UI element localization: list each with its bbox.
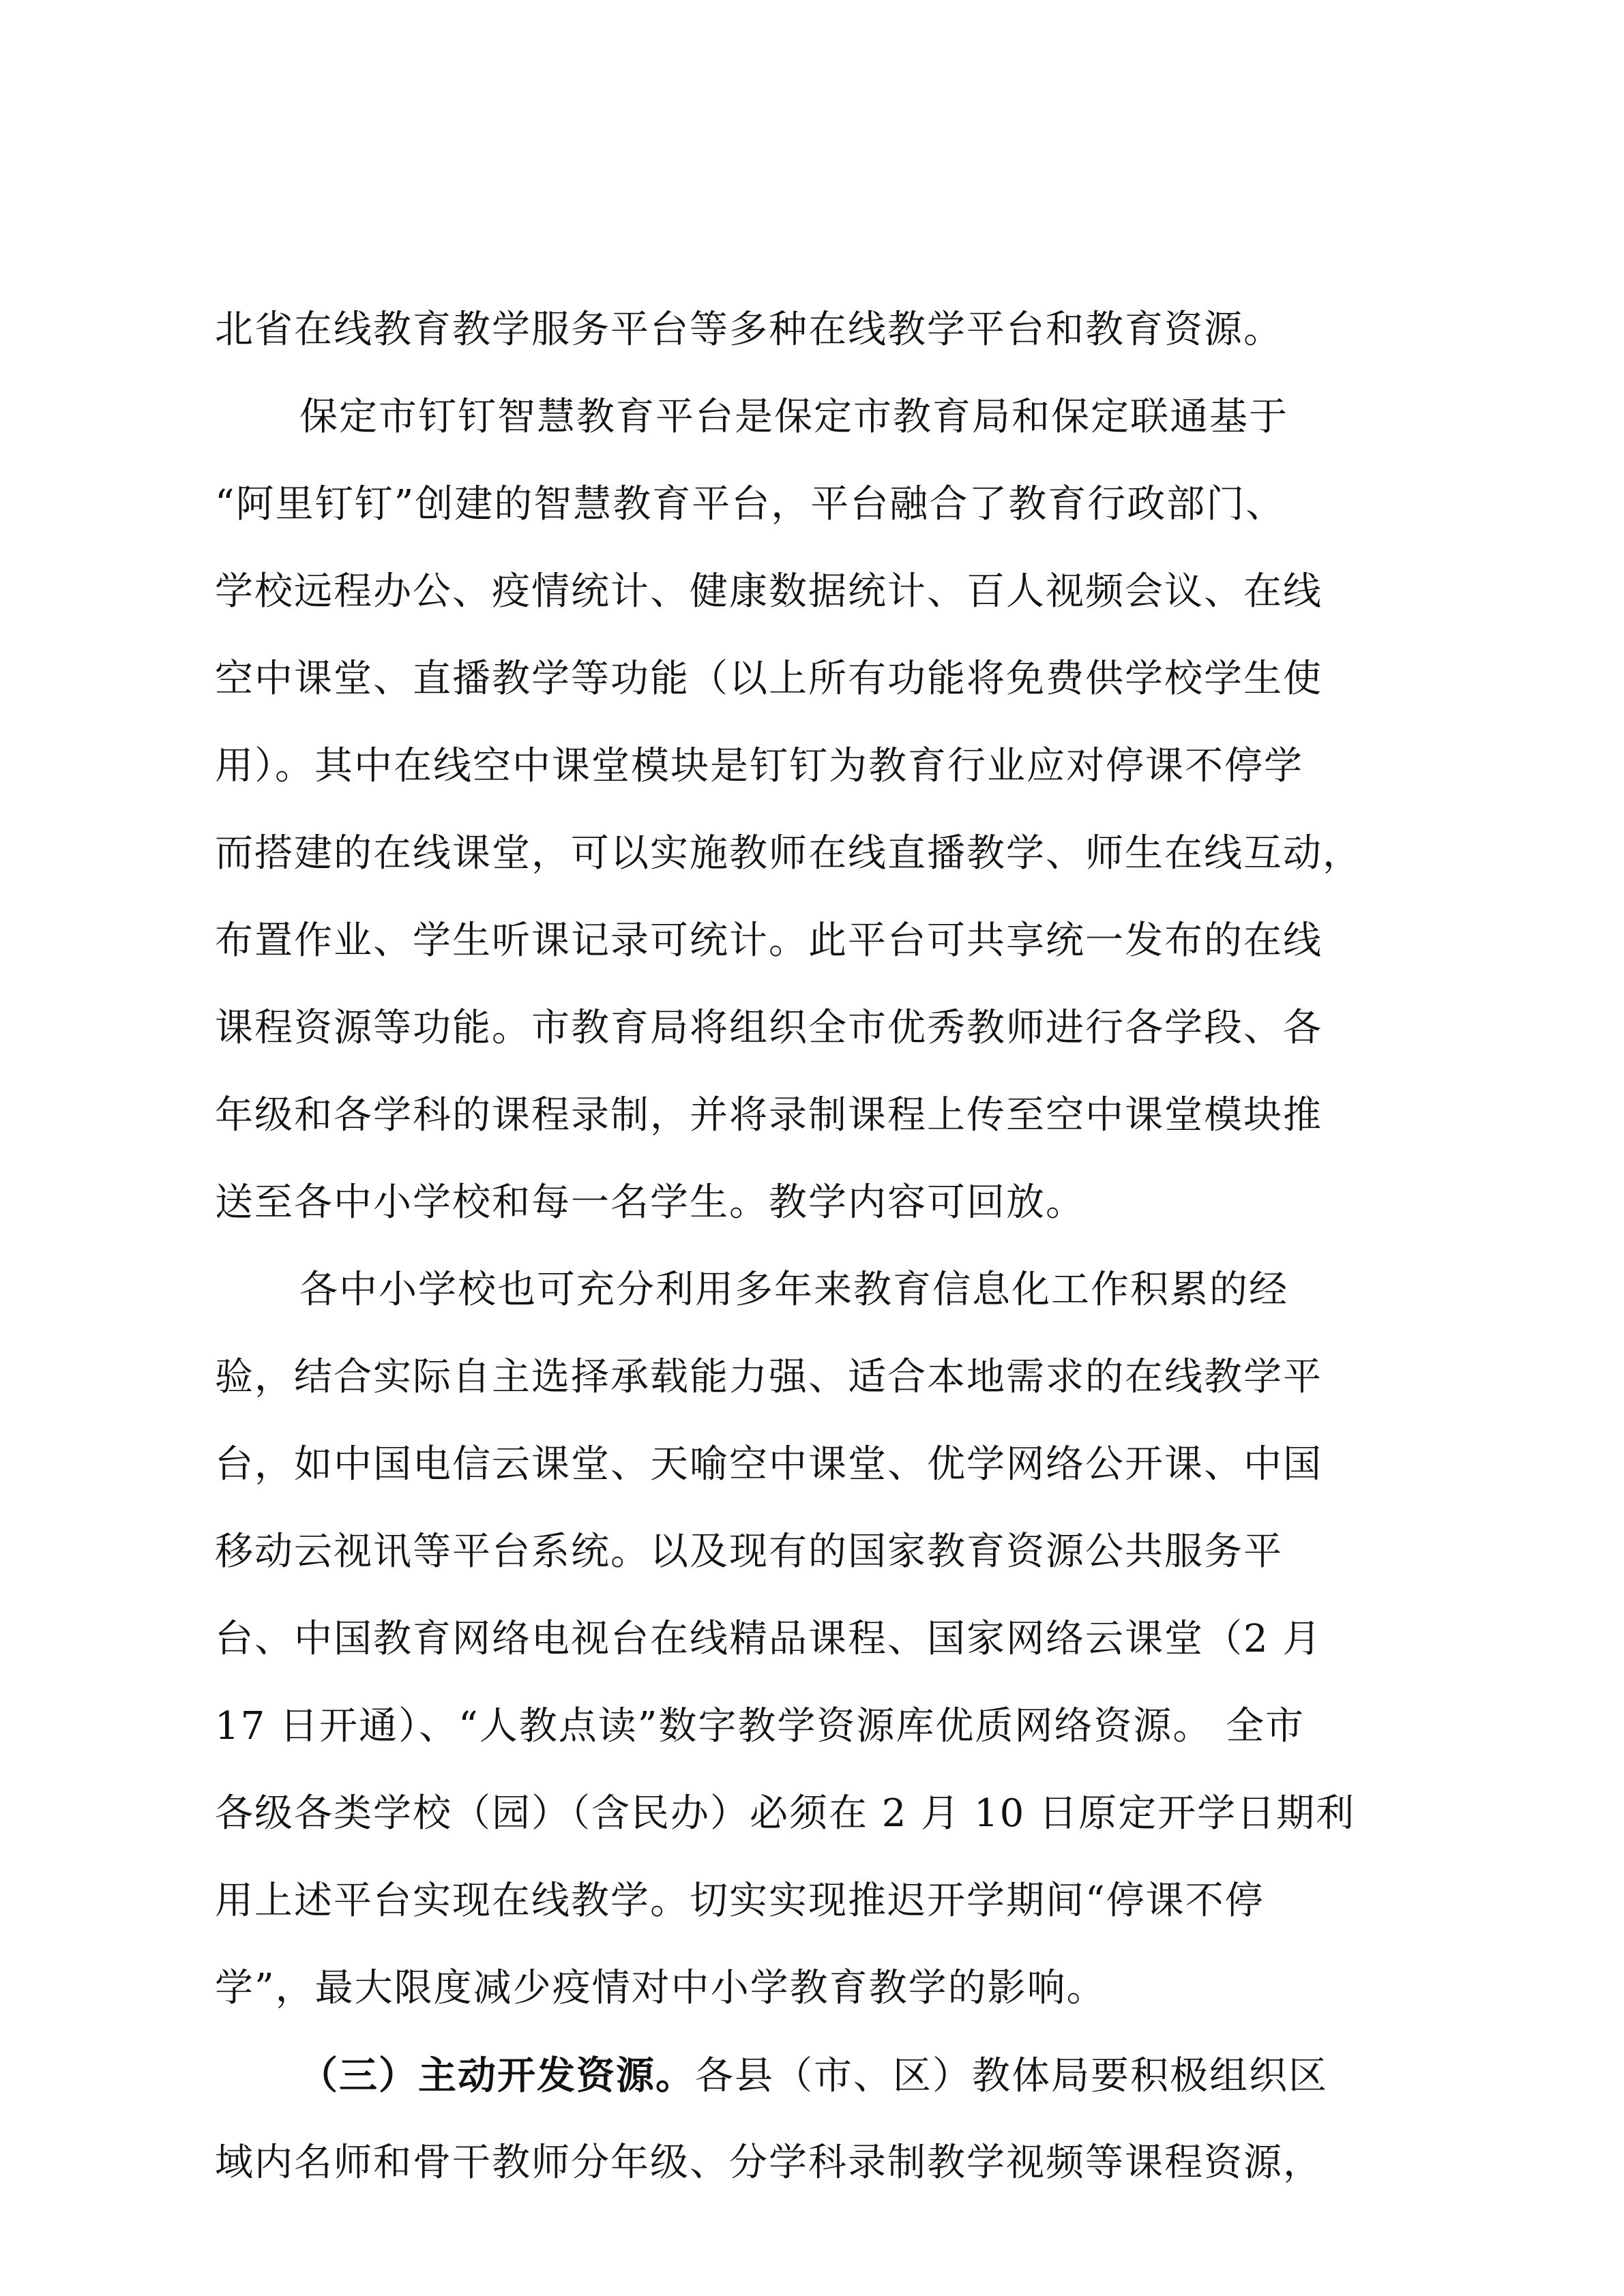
section-heading: （三）主动开发资源。: [299, 2053, 695, 2098]
body-text: [215, 286, 1415, 2207]
text-line: 域内名师和骨干教师分年级、分学科录制教学视频等课程资源，: [215, 2141, 1323, 2185]
text-line: 而搭建的在线课堂，可以实施教师在线直播教学、师生在线互动，: [215, 831, 1362, 876]
text-line: 移动云视讯等平台系统。以及现有的国家教育资源公共服务平: [215, 1530, 1283, 1574]
text-line: 台，如中国电信云课堂、天喻空中课堂、优学网络公开课、中国: [215, 1442, 1323, 1487]
text-line: 年级和各学科的课程录制，并将录制课程上传至空中课堂模块推: [215, 1093, 1323, 1137]
paragraph-start-line: 保定市钉钉智慧教育平台是保定市教育局和保定联通基于: [299, 395, 1288, 439]
text-line: 台、中国教育网络电视台在线精品课程、国家网络云课堂（2 月: [215, 1617, 1323, 1661]
text-line: 用上述平台实现在线教学。切实实现推迟开学期间“停课不停: [215, 1879, 1265, 1923]
text-line: 送至各中小学校和每一名学生。教学内容可回放。: [215, 1180, 1085, 1225]
text-line: 空中课堂、直播教学等功能（以上所有功能将免费供学校学生使: [215, 657, 1323, 701]
text-line: 学校远程办公、疫情统计、健康数据统计、百人视频会议、在线: [215, 569, 1323, 614]
text-line: 北省在线教育教学服务平台等多种在线教学平台和教育资源。: [215, 308, 1283, 352]
text-line: 布置作业、学生听课记录可统计。此平台可共享统一发布的在线: [215, 919, 1323, 963]
paragraph-start-line: 各中小学校也可充分利用多年来教育信息化工作积累的经: [299, 1268, 1288, 1312]
section-heading-continuation: 各县（市、区）教体局要积极组织区: [695, 2054, 1328, 2098]
text-line: 验，结合实际自主选择承载能力强、适合本地需求的在线教学平: [215, 1355, 1323, 1399]
text-line: 各级各类学校（园）（含民办）必须在 2 月 10 日原定开学日期利: [215, 1791, 1356, 1836]
text-line: “阿里钉钉”创建的智慧教育平台，平台融合了教育行政部门、: [215, 482, 1286, 526]
text-line: 17 日开通）、“人教点读”数字教学资源库优质网络资源。 全市: [215, 1704, 1305, 1748]
section-heading-line: [215, 2032, 1415, 2119]
text-line: 学”，最大限度减少疫情对中小学教育教学的影响。: [215, 1966, 1106, 2010]
text-line: 用）。其中在线空中课堂模块是钉钉为教育行业应对停课不停学: [215, 744, 1303, 788]
text-line: 课程资源等功能。市教育局将组织全市优秀教师进行各学段、各: [215, 1006, 1323, 1050]
